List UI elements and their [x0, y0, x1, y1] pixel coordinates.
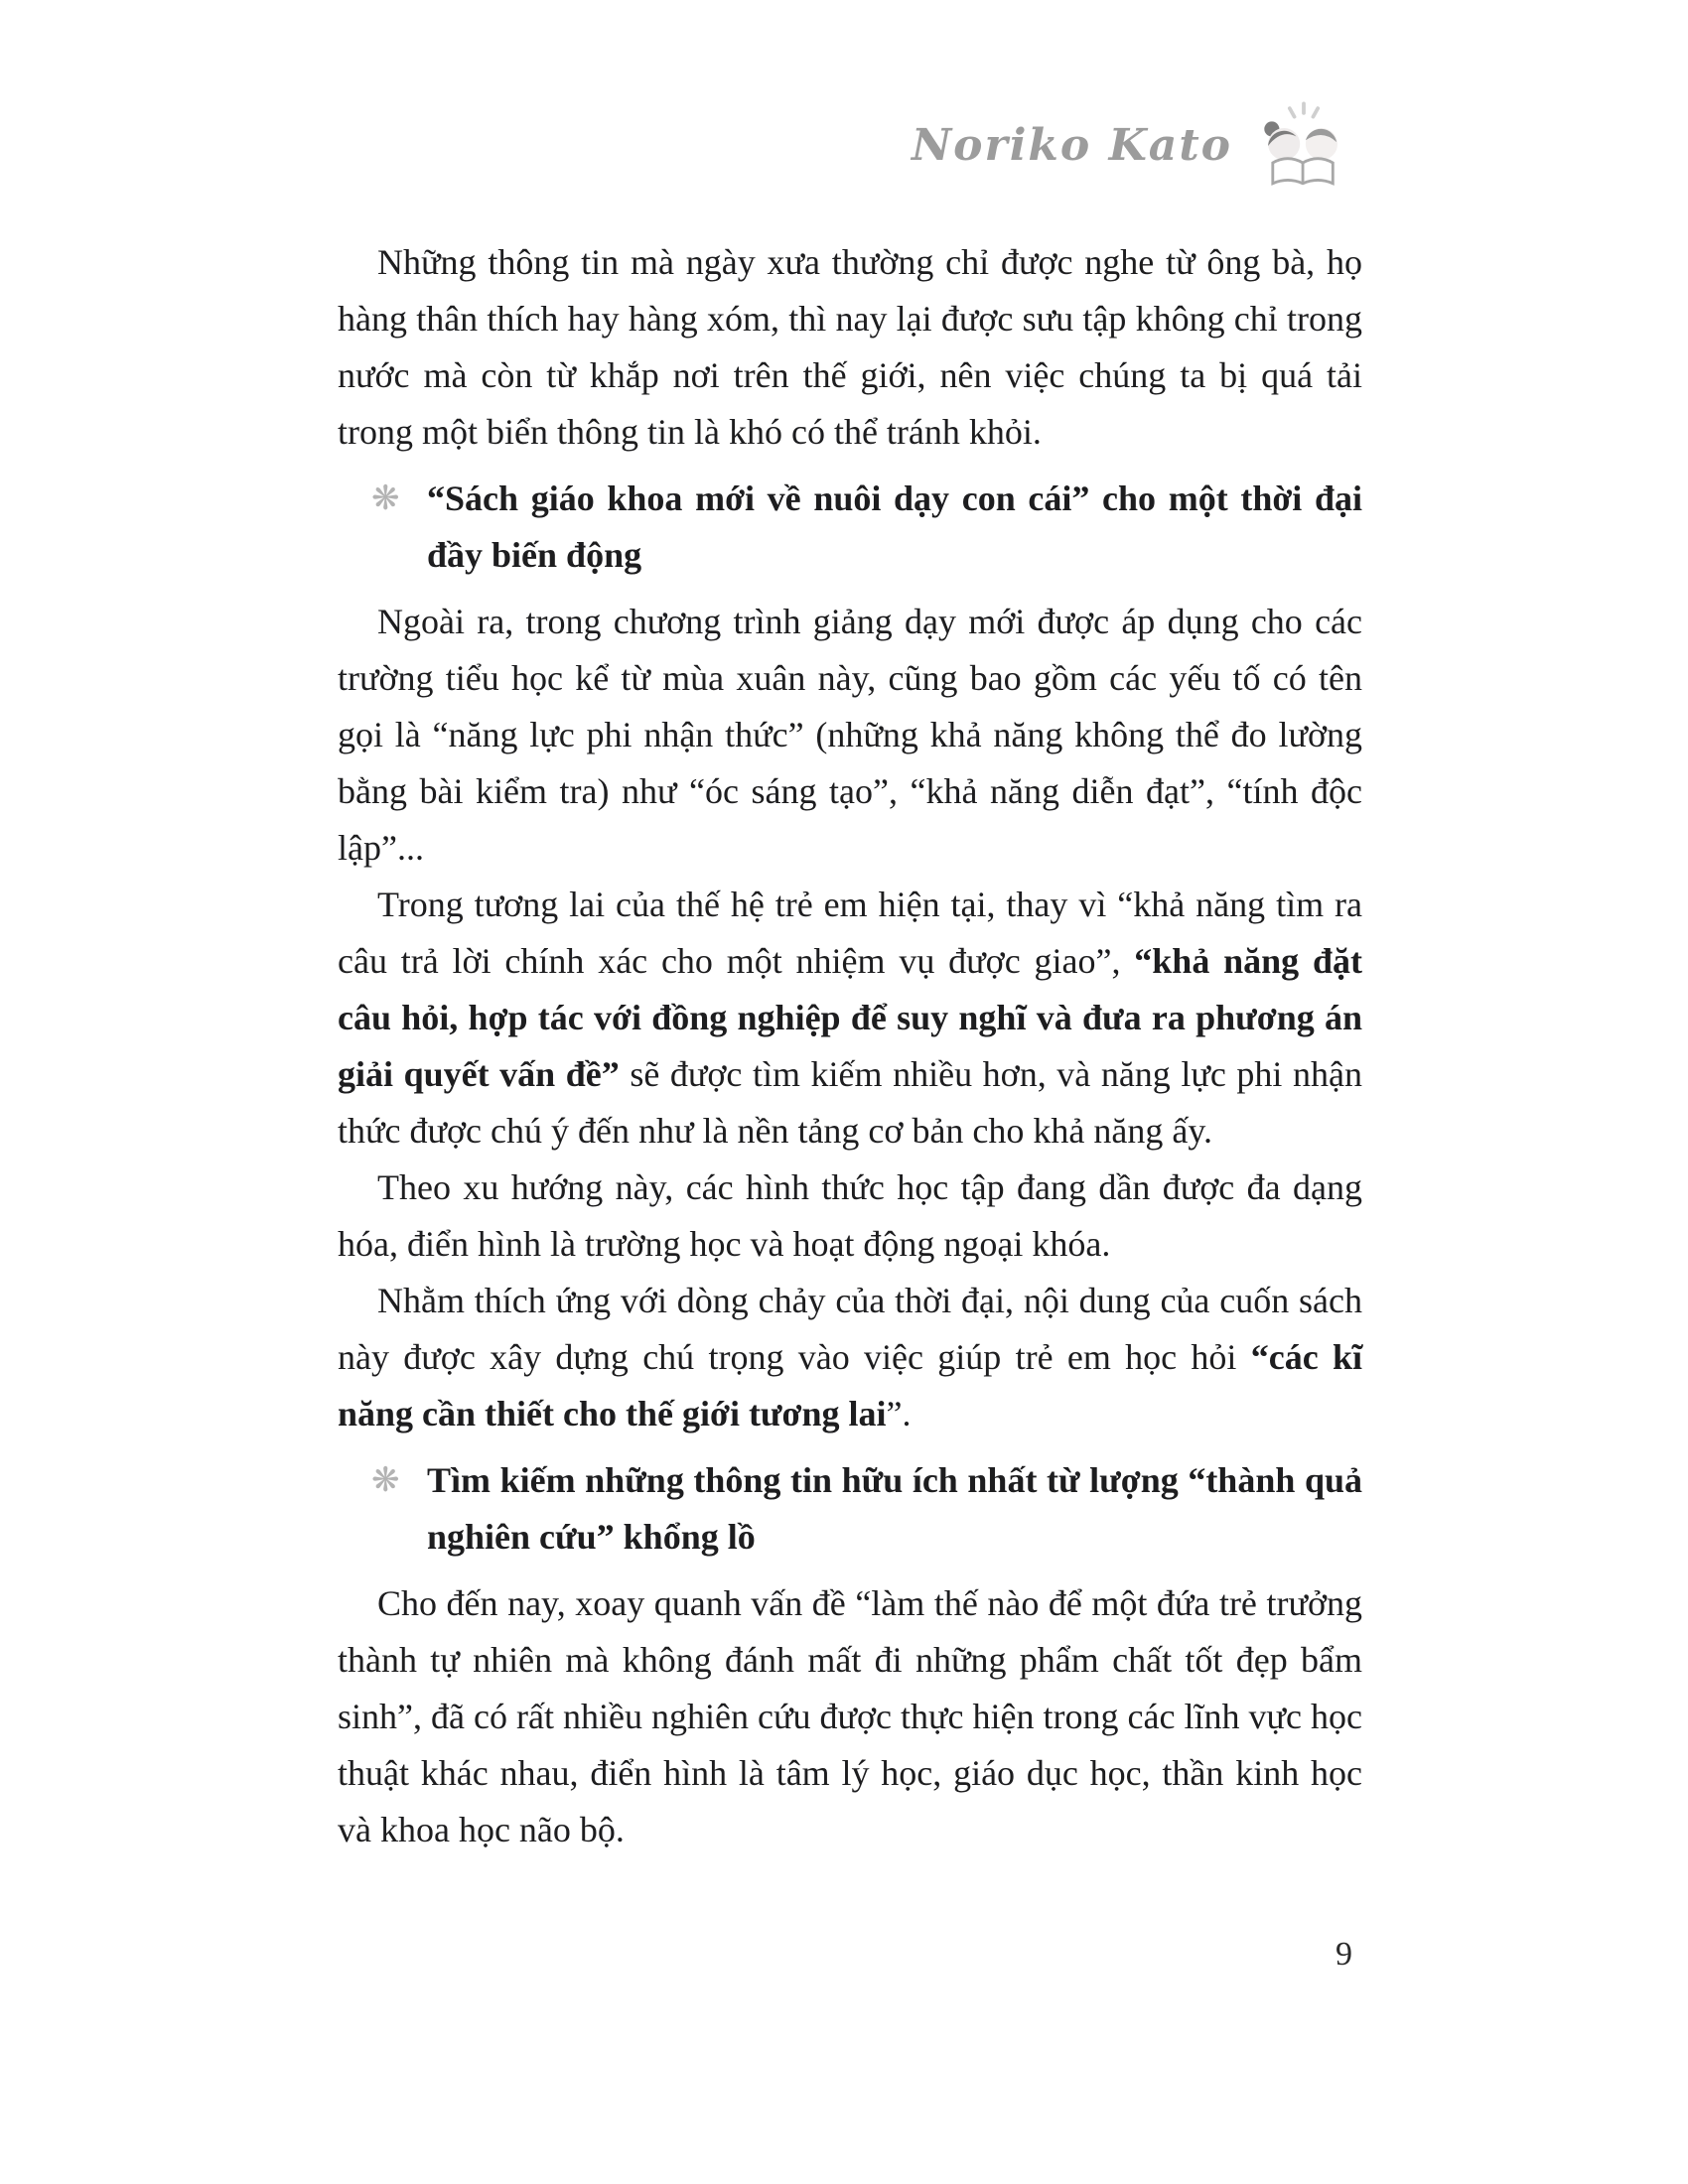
paragraph — [338, 1575, 1362, 1858]
paragraph-text: Những thông tin mà ngày xưa thường chỉ được nghe từ ông bà, họ hàng thân thích hay hàng xóm, thì nay lại được sưu tập không chỉ trong nước mà còn từ khắp nơi trên thế giới, nên việc chúng ta bị quá tải trong một biển thông tin là khó có thể tránh khỏi. — [338, 242, 1362, 452]
section-heading-text: “Sách giáo khoa mới về nuôi dạy con cái” cho một thời đại đầy biến động — [427, 478, 1362, 575]
body-content — [338, 234, 1362, 1858]
paragraph-text: ”. — [886, 1394, 912, 1433]
section-heading — [371, 1452, 1362, 1566]
author-name: Noriko Kato — [911, 119, 1232, 171]
paragraph-text: Ngoài ra, trong chương trình giảng dạy mới được áp dụng cho các trường tiểu học kể từ mùa xuân này, cũng bao gồm các yếu tố có tên gọi là “năng lực phi nhận thức” (những khả năng không thể đo lường bằng bài kiểm tra) như “óc sáng tạo”, “khả năng diễn đạt”, “tính độc lập”... — [338, 602, 1362, 868]
paragraph-bold-text: “các kĩ năng cần thiết cho thế giới tương lai — [338, 1337, 1362, 1433]
children-reading-icon — [1252, 99, 1355, 191]
paragraph — [338, 594, 1362, 877]
section-heading — [371, 471, 1362, 584]
paragraph — [338, 877, 1362, 1160]
paragraph-text: sẽ được tìm kiếm nhiều hơn, và năng lực phi nhận thức được chú ý đến như là nền tảng cơ bản cho khả năng ấy. — [338, 1054, 1362, 1151]
paragraph-text: Trong tương lai của thế hệ trẻ em hiện tại, thay vì “khả năng tìm ra câu trả lời chính xác cho một nhiệm vụ được giao”, — [338, 885, 1362, 981]
page-header — [912, 99, 1355, 191]
paragraph — [338, 1273, 1362, 1442]
flower-icon: ❋ — [371, 1460, 400, 1500]
flower-icon: ❋ — [371, 478, 400, 518]
page-number: 9 — [1336, 1936, 1352, 1973]
paragraph-text: Theo xu hướng này, các hình thức học tập đang dần được đa dạng hóa, điển hình là trường học và hoạt động ngoại khóa. — [338, 1167, 1362, 1264]
paragraph-bold-text: “khả năng đặt câu hỏi, hợp tác với đồng nghiệp để suy nghĩ và đưa ra phương án giải quyết vấn đề” — [338, 941, 1362, 1094]
paragraph — [338, 1160, 1362, 1273]
section-heading-text: Tìm kiếm những thông tin hữu ích nhất từ lượng “thành quả nghiên cứu” khổng lồ — [427, 1460, 1362, 1557]
paragraph-text: Cho đến nay, xoay quanh vấn đề “làm thế nào để một đứa trẻ trưởng thành tự nhiên mà không đánh mất đi những phẩm chất tốt đẹp bẩm sinh”, đã có rất nhiều nghiên cứu được thực hiện trong các lĩnh vực học thuật khác nhau, điển hình là tâm lý học, giáo dục học, thần kinh học và khoa học não bộ. — [338, 1583, 1362, 1849]
paragraph-text: Nhằm thích ứng với dòng chảy của thời đại, nội dung của cuốn sách này được xây dựng chú trọng vào việc giúp trẻ em học hỏi — [338, 1281, 1362, 1377]
paragraph — [338, 234, 1362, 461]
